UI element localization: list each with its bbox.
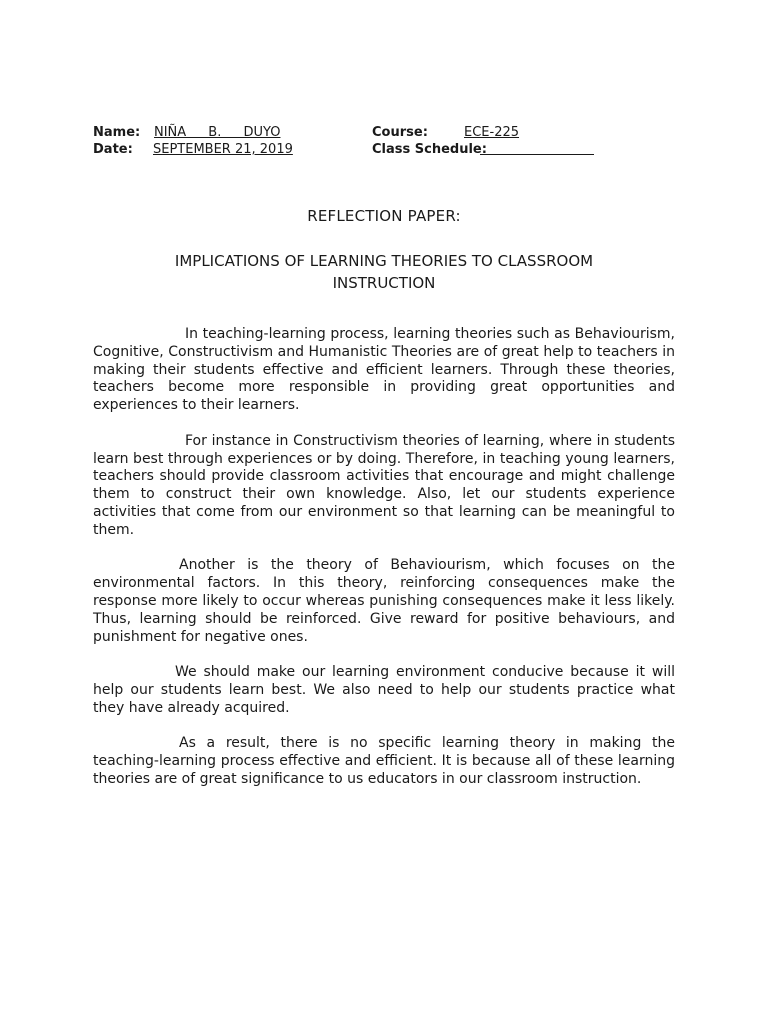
paragraph: Another is the theory of Behaviourism, which focuses on the environmental factors. In this theory, reinforcing consequences make the response more likely to occur whereas punishing consequences make it less likely. Thus, learning should be reinforced. Give reward for positive behaviours, and punishment for negative ones. [93,557,675,645]
name-value: NIÑA B. DUYO [154,125,281,140]
date-field [93,141,293,158]
class-schedule-blank-line [480,154,594,155]
document-body [93,326,675,807]
course-value: ECE-225 [464,125,520,140]
class-schedule-field [372,141,487,158]
name-field [93,124,281,141]
paragraph: We should make our learning environment conducive because it will help our students learn best. We also need to help our students practice what they have already acquired. [93,664,675,716]
paragraph: As a result, there is no specific learning theory in making the teaching-learning process effective and efficient. It is because all of these learning theories are of great significance to us educators in our classroom instruction. [93,735,675,787]
document-subtitle: IMPLICATIONS OF LEARNING THEORIES TO CLASSROOM INSTRUCTION [174,252,594,292]
document-title: REFLECTION PAPER: [307,207,461,225]
course-field [372,124,520,141]
name-label: Name: [93,125,141,140]
paragraph: In teaching-learning process, learning theories such as Behaviourism, Cognitive, Constructivism and Humanistic Theories are of great help to teachers in making their students effective and efficient learners. Through these theories, teachers become more responsible in providing great opportunities and experiences to their learners. [93,326,675,414]
paragraph: For instance in Constructivism theories of learning, where in students learn best through experiences or by doing. Therefore, in teaching young learners, teachers should provide classroom activities that encourage and might challenge them to construct their own knowledge. Also, let our students experience activities that come from our environment so that learning can be meaningful to them. [93,432,675,538]
class-schedule-label: Class Schedule: [372,142,487,157]
date-value: SEPTEMBER 21, 2019 [153,142,293,157]
date-label: Date: [93,142,133,157]
course-label: Course: [372,125,428,140]
